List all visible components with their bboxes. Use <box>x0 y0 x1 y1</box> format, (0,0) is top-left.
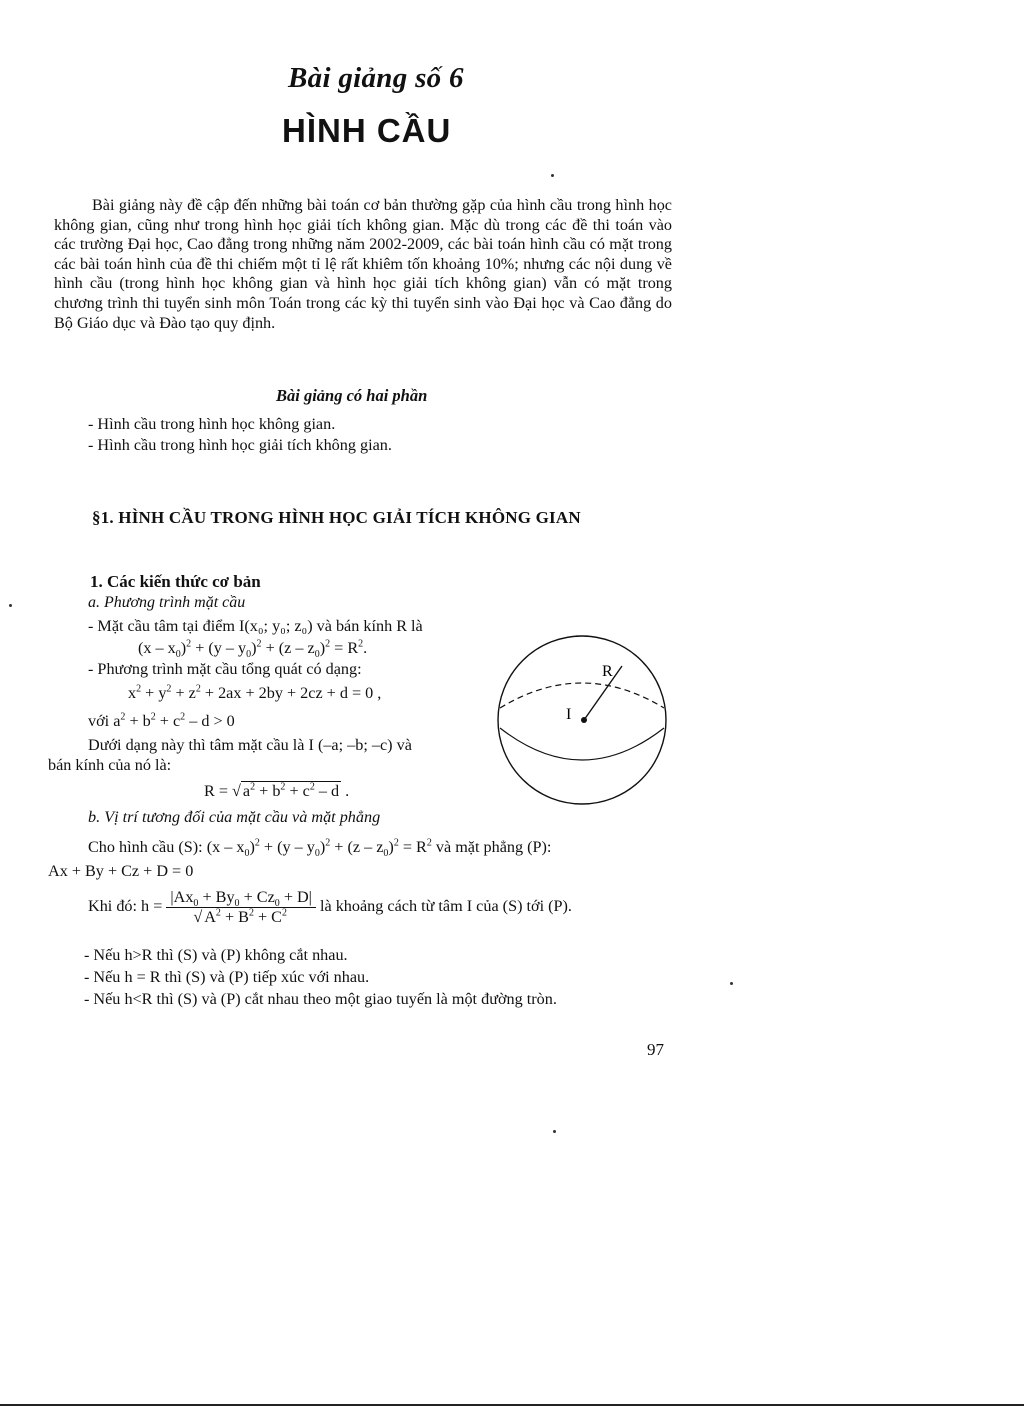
parts-list <box>88 414 392 456</box>
khi-do-label: Khi đó: h = <box>88 897 163 916</box>
given-suffix: và mặt phẳng (P): <box>435 838 552 856</box>
case-line: - Nếu h = R thì (S) và (P) tiếp xúc với nhau. <box>84 968 370 986</box>
section-heading: §1. HÌNH CẦU TRONG HÌNH HỌC GIẢI TÍCH KHÔNG GIAN <box>92 508 581 527</box>
distance-text: là khoảng cách từ tâm I của (S) tới (P). <box>319 897 572 916</box>
scan-speck <box>553 1130 556 1133</box>
condition-line: với $a^2 + b^2 + c^2 - d > 0$ <box>88 711 235 730</box>
scan-speck <box>730 982 733 985</box>
plane-equation: Ax + By + Cz + D = 0 <box>48 862 194 880</box>
page-number: 97 <box>647 1040 664 1059</box>
scan-speck <box>9 604 12 607</box>
lecture-label: Bài giảng số 6 <box>288 62 464 94</box>
subsection-heading: 1. Các kiến thức cơ bản <box>90 572 261 591</box>
scan-speck <box>551 174 554 177</box>
general-form-line: - Phương trình mặt cầu tổng quát có dạng: <box>88 660 362 678</box>
condition-prefix: với <box>88 712 110 730</box>
scan-bottom-edge <box>0 1404 1024 1406</box>
part-a-heading: a. Phương trình mặt cầu <box>88 594 246 611</box>
sphere-center-line: - Mặt cầu tâm tại điểm I(x₀; y₀; z₀) và bán kính R là <box>88 617 423 635</box>
sphere-figure <box>494 632 674 812</box>
radius-formula: R = √ $a^2 + b^2 + c^2 - d$ . <box>204 781 350 800</box>
radius-line: bán kính của nó là: <box>48 756 172 774</box>
intro-paragraph: Bài giảng này đề cập đến những bài toán cơ bản thường gặp của hình cầu trong hình học không gian, cũng như trong hình học giải tích không gian. Mặc dù trong các đề thi toán vào các trường Đại học, Cao đẳng trong những năm 2002-2009, các bài toán hình cầu có mặt trong các bài toán hình của đề thi chiếm một tỉ lệ rất khiêm tốn khoảng 10%; nhưng các nội dung về hình cầu (trong hình học không gian và hình học giải tích không gian) vẫn có mặt trong chương trình thi tuyển sinh môn Toán trong các kỳ thi tuyển sinh vào Đại học và Cao đẳng do Bộ Giáo dục và Đào tạo quy định. <box>54 196 672 332</box>
part-b-heading: b. Vị trí tương đối của mặt cầu và mặt phẳng <box>88 808 381 826</box>
sphere-front-equator <box>500 728 664 760</box>
center-label: I <box>566 706 572 723</box>
distance-fraction: $\frac{|Ax_0 + By_0 + Cz_0 + D|}{√ A^2 + B^2 + C^2}$ <box>166 888 316 927</box>
center-line: Dưới dạng này thì tâm mặt cầu là I (–a; –b; –c) và <box>88 736 412 754</box>
sphere-equation: $(x - x_0)^2 + (y - y_0)^2 + (z - z_0)^2 = R^2$. <box>138 638 368 661</box>
radius-label: R <box>602 663 613 680</box>
parts-item: - Hình cầu trong hình học không gian. <box>88 415 336 433</box>
distance-formula <box>88 888 572 927</box>
given-prefix: Cho hình cầu (S): <box>88 838 203 856</box>
page-title: HÌNH CẦU <box>282 112 452 149</box>
parts-item: - Hình cầu trong hình học giải tích không gian. <box>88 436 392 454</box>
center-dot <box>581 717 587 723</box>
case-line: - Nếu h<R thì (S) và (P) cắt nhau theo một giao tuyến là một đường tròn. <box>84 990 557 1008</box>
general-equation: $x^2 + y^2 + z^2 + 2ax + 2by + 2cz + d = 0$ , <box>128 683 382 702</box>
sphere-given-line: Cho hình cầu (S): $(x - x_0)^2 + (y - y_0)^2 + (z - z_0)^2 = R^2$ và mặt phẳng (P): <box>88 837 552 860</box>
case-line: - Nếu h>R thì (S) và (P) không cắt nhau. <box>84 946 348 964</box>
parts-heading: Bài giảng có hai phần <box>276 386 428 405</box>
sphere-back-equator <box>500 683 664 708</box>
